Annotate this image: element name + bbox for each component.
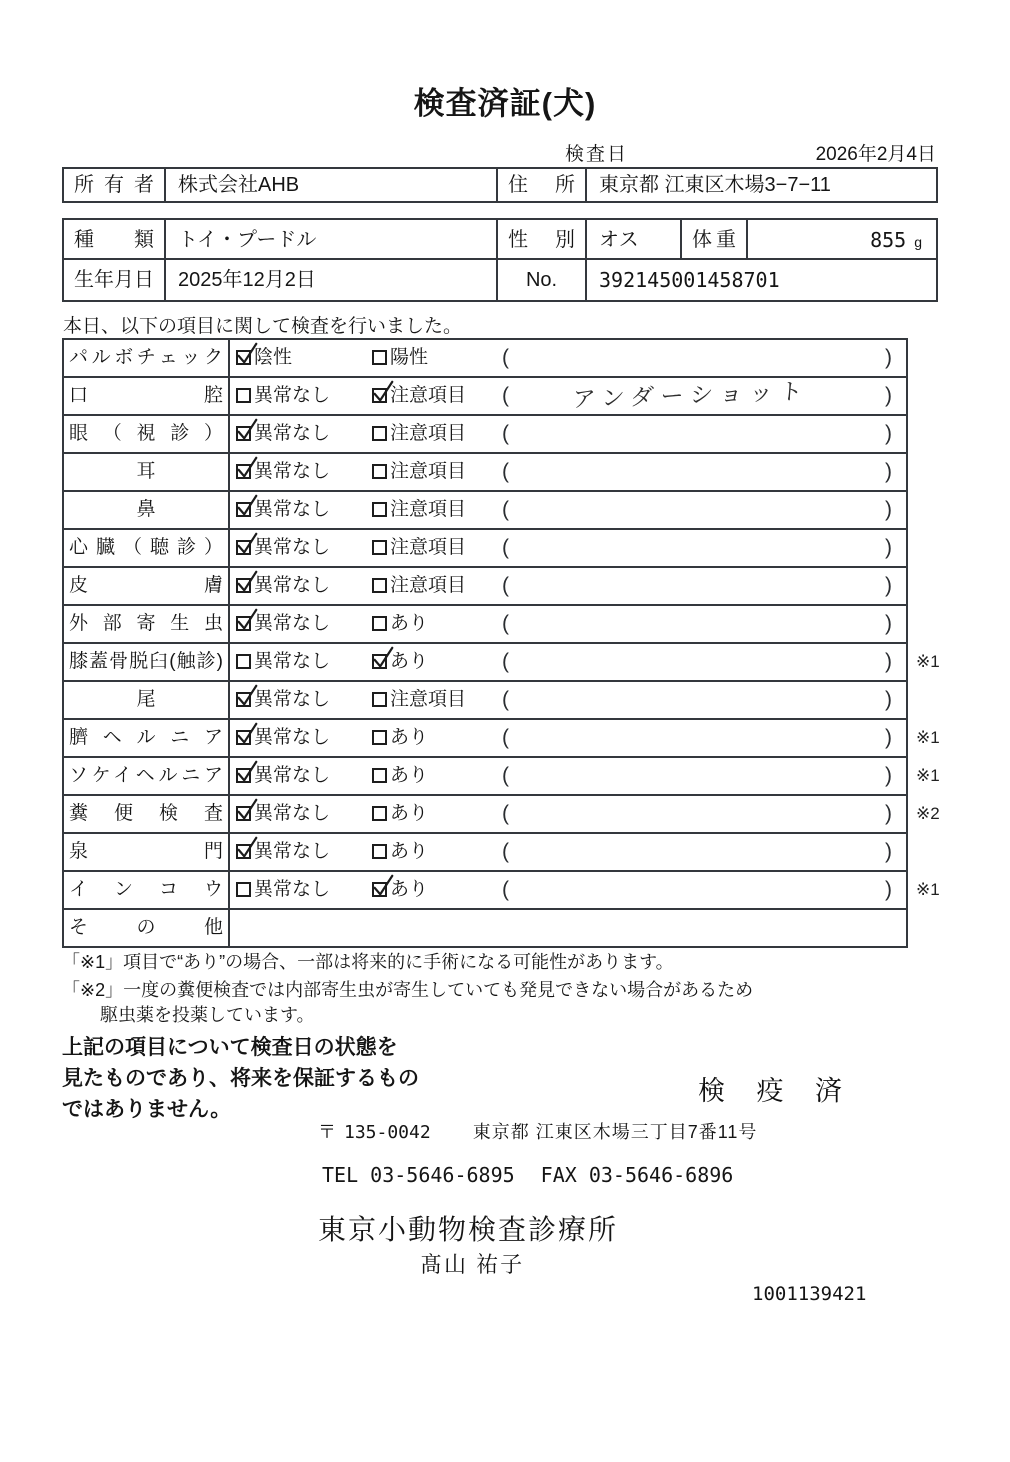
sex-label: 性別 [496,220,585,260]
checkmark-icon [235,835,259,861]
option-caution: 注意項目 [372,568,466,604]
weight-value [746,220,936,260]
checkbox-icon [236,806,251,821]
checkbox-icon [372,654,387,669]
checkbox-icon [236,882,251,897]
check-row-patella [62,642,1010,682]
checkmark-icon [235,797,259,823]
row-label: 泉門 [64,834,230,870]
paren-open: ( [502,878,509,901]
clinic-telfax-line [322,1163,733,1187]
row-ref: ※1 [916,652,940,671]
quarantine-passed-stamp: 検 疫 済 [698,1076,855,1106]
checkbox-icon [236,502,251,517]
row-label: 皮膚 [64,568,230,604]
footnote-1: 「※1」項目で“あり”の場合、一部は将来的に手術になる可能性があります。 [62,952,674,972]
checkbox-icon [372,616,387,631]
row-label: 臍ヘルニア [64,720,230,756]
checkbox-icon [236,426,251,441]
pet-table-row2 [62,258,938,302]
paren-close: ) [885,422,892,445]
veterinarian-name: 髙山 祐子 [420,1252,525,1277]
checkmark-icon [235,569,259,595]
paren-open: ( [502,384,509,407]
row-ref [908,604,1004,644]
check-row-inguinal-hernia [62,756,1010,796]
paren-close: ) [885,460,892,483]
check-row-external-parasites [62,604,1010,644]
option-caution: 注意項目 [372,454,466,490]
checkmark-icon [371,645,395,671]
checkbox-icon [372,426,387,441]
checkmark-icon [235,607,259,633]
owner-value: 株式会社AHB [164,169,496,201]
sex-value: オス [585,220,680,260]
checkbox-icon [236,388,251,403]
paren-open: ( [502,802,509,825]
paren-close: ) [885,688,892,711]
option-normal: 異常なし [236,720,330,756]
checkbox-icon [372,730,387,745]
row-label: その他 [64,910,230,946]
paren-close: ) [885,612,892,635]
check-row-parvo [62,338,1010,378]
check-row-other [62,908,1010,948]
row-ref [908,338,1004,378]
paren-open: ( [502,422,509,445]
checkbox-icon [372,844,387,859]
row-ref [908,414,1004,454]
checkbox-icon [236,692,251,707]
option-normal: 異常なし [236,568,330,604]
checkmark-icon [235,759,259,785]
owner-address-value: 東京都 江東区木場3−7−11 [585,169,936,201]
option-caution: 注意項目 [372,378,466,414]
paren-close: ) [885,384,892,407]
paren-open: ( [502,574,509,597]
paren-open: ( [502,612,509,635]
weight-label: 体重 [680,220,746,260]
option-normal: 異常なし [236,492,330,528]
check-row-nose [62,490,1010,530]
row-ref: ※1 [916,766,940,785]
footnote-2-cont: 駆虫薬を投薬しています。 [100,1005,315,1025]
check-row-tail [62,680,1010,720]
footnote-2: 「※2」一度の糞便検査では内部寄生虫が寄生していても発見できない場合があるため [62,980,754,1000]
option-normal: 異常なし [236,682,330,718]
weight-number: 855 [870,228,907,252]
row-label: 外部寄生虫 [64,606,230,642]
row-ref [908,490,1004,530]
option-normal: 異常なし [236,796,330,832]
checkbox-icon [372,540,387,555]
paren-close: ) [885,726,892,749]
check-row-heart [62,528,1010,568]
checklist-intro: 本日、以下の項目に関して検査を行いました。 [63,316,463,337]
checkbox-icon [372,502,387,517]
option-normal: 異常なし [236,872,330,908]
paren-close: ) [885,802,892,825]
disclaimer-line2: 見たものであり、将来を保証するもの [62,1067,419,1090]
option-normal: 異常なし [236,416,330,452]
clinic-postal-line [318,1118,757,1144]
row-label: 膝蓋骨脱臼(触診) [64,644,230,680]
option-normal: 異常なし [236,378,330,414]
check-row-fontanelle [62,832,1010,872]
checkmark-icon [235,683,259,709]
row-ref [908,376,1004,416]
paren-open: ( [502,498,509,521]
clinic-address: 東京都 江東区木場三丁目7番11号 [472,1122,758,1142]
clinic-fax: FAX 03-5646-6896 [540,1163,734,1187]
check-row-eyes [62,414,1010,454]
no-label: No. [496,260,585,300]
paren-close: ) [885,346,892,369]
row-label: 尾 [64,682,230,718]
row-label: パルボチェック [64,340,230,376]
checkmark-icon [235,341,259,367]
paren-open: ( [502,650,509,673]
checkbox-icon [236,768,251,783]
owner-table [62,167,938,203]
paren-open: ( [502,346,509,369]
disclaimer-statement [62,1032,419,1125]
row-label: インコウ [64,872,230,908]
option-positive: 陽性 [372,340,428,376]
option-caution: 注意項目 [372,530,466,566]
checkbox-icon [372,806,387,821]
paren-close: ) [885,536,892,559]
row-label: 口腔 [64,378,230,414]
checkbox-icon [236,654,251,669]
paren-close: ) [885,878,892,901]
check-row-inkou [62,870,1010,910]
checkbox-icon [236,540,251,555]
checkmark-icon [235,531,259,557]
paren-open: ( [502,536,509,559]
paren-open: ( [502,840,509,863]
breed-label: 種類 [74,229,154,251]
birth-value: 2025年12月2日 [164,260,496,300]
paren-open: ( [502,726,509,749]
option-present: あり [372,606,428,642]
check-row-skin [62,566,1010,606]
inspection-date-value: 2026年2月4日 [815,144,936,165]
postal-code: 135-0042 [344,1122,431,1143]
handwritten-note [520,334,862,346]
handwritten-note-undershot: アンダーショット [571,377,811,413]
paren-close: ) [885,764,892,787]
checkbox-icon [372,388,387,403]
checkbox-icon [372,692,387,707]
checkmark-icon [235,721,259,747]
option-present: あり [372,720,428,756]
row-ref [908,680,1004,720]
option-present: あり [372,758,428,794]
checkbox-icon [236,464,251,479]
paren-close: ) [885,840,892,863]
row-ref [908,566,1004,606]
row-ref: ※1 [916,880,940,899]
checkbox-icon [236,616,251,631]
row-ref [908,528,1004,568]
row-label: 眼（視診） [64,416,230,452]
disclaimer-line1: 上記の項目について検査日の状態を [62,1036,398,1059]
row-label: ソケイヘルニア [64,758,230,794]
checkmark-icon [371,873,395,899]
checkbox-icon [372,464,387,479]
option-caution: 注意項目 [372,416,466,452]
paren-close: ) [885,574,892,597]
inspection-date-label: 検査日 [565,144,629,165]
row-label: 心臓（聴診） [64,530,230,566]
option-caution: 注意項目 [372,492,466,528]
paren-open: ( [502,460,509,483]
paren-open: ( [502,764,509,787]
birth-label: 生年月日 [74,269,154,291]
clinic-name: 東京小動物検査診療所 [318,1214,619,1245]
no-value: 392145001458701 [585,260,936,300]
check-row-fecal-exam [62,794,1010,834]
row-label: 糞便検査 [64,796,230,832]
checkbox-icon [236,350,251,365]
other-empty-cell [230,910,906,946]
check-row-ears [62,452,1010,492]
clinic-tel: TEL 03-5646-6895 [322,1163,515,1187]
option-normal: 異常なし [236,606,330,642]
checklist-table [62,338,1010,948]
pet-table-row1 [62,218,938,262]
check-row-mouth [62,376,1010,416]
option-present: あり [372,796,428,832]
checkbox-icon [372,578,387,593]
checkmark-icon [235,417,259,443]
paren-open: ( [502,688,509,711]
checkbox-icon [372,882,387,897]
option-negative: 陰性 [236,340,292,376]
document-serial-number: 1001139421 [752,1283,867,1305]
option-normal: 異常なし [236,834,330,870]
checkbox-icon [236,730,251,745]
option-normal: 異常なし [236,530,330,566]
page-title: 検査済証(犬) [413,86,597,121]
checkmark-icon [371,379,395,405]
option-caution: 注意項目 [372,682,466,718]
option-present: あり [372,872,428,908]
checkbox-icon [372,350,387,365]
weight-unit: g [914,234,922,250]
option-present: あり [372,834,428,870]
checkbox-icon [236,844,251,859]
option-normal: 異常なし [236,454,330,490]
row-label: 鼻 [64,492,230,528]
row-ref: ※1 [916,728,940,747]
checkmark-icon [235,493,259,519]
checkbox-icon [236,578,251,593]
paren-close: ) [885,498,892,521]
owner-label: 所有者 [74,174,154,196]
option-present: あり [372,644,428,680]
check-row-umbilical-hernia [62,718,1010,758]
row-label: 耳 [64,454,230,490]
checkmark-icon [235,455,259,481]
row-ref [908,908,1004,948]
row-ref: ※2 [916,804,940,823]
option-normal: 異常なし [236,758,330,794]
breed-value: トイ・プードル [164,220,496,260]
owner-address-label: 住所 [496,169,585,201]
option-normal: 異常なし [236,644,330,680]
postal-mark: 〒 [318,1122,336,1142]
row-ref [908,832,1004,872]
checkbox-icon [372,768,387,783]
row-ref [908,452,1004,492]
paren-close: ) [885,650,892,673]
disclaimer-line3: ではありません。 [62,1098,232,1121]
